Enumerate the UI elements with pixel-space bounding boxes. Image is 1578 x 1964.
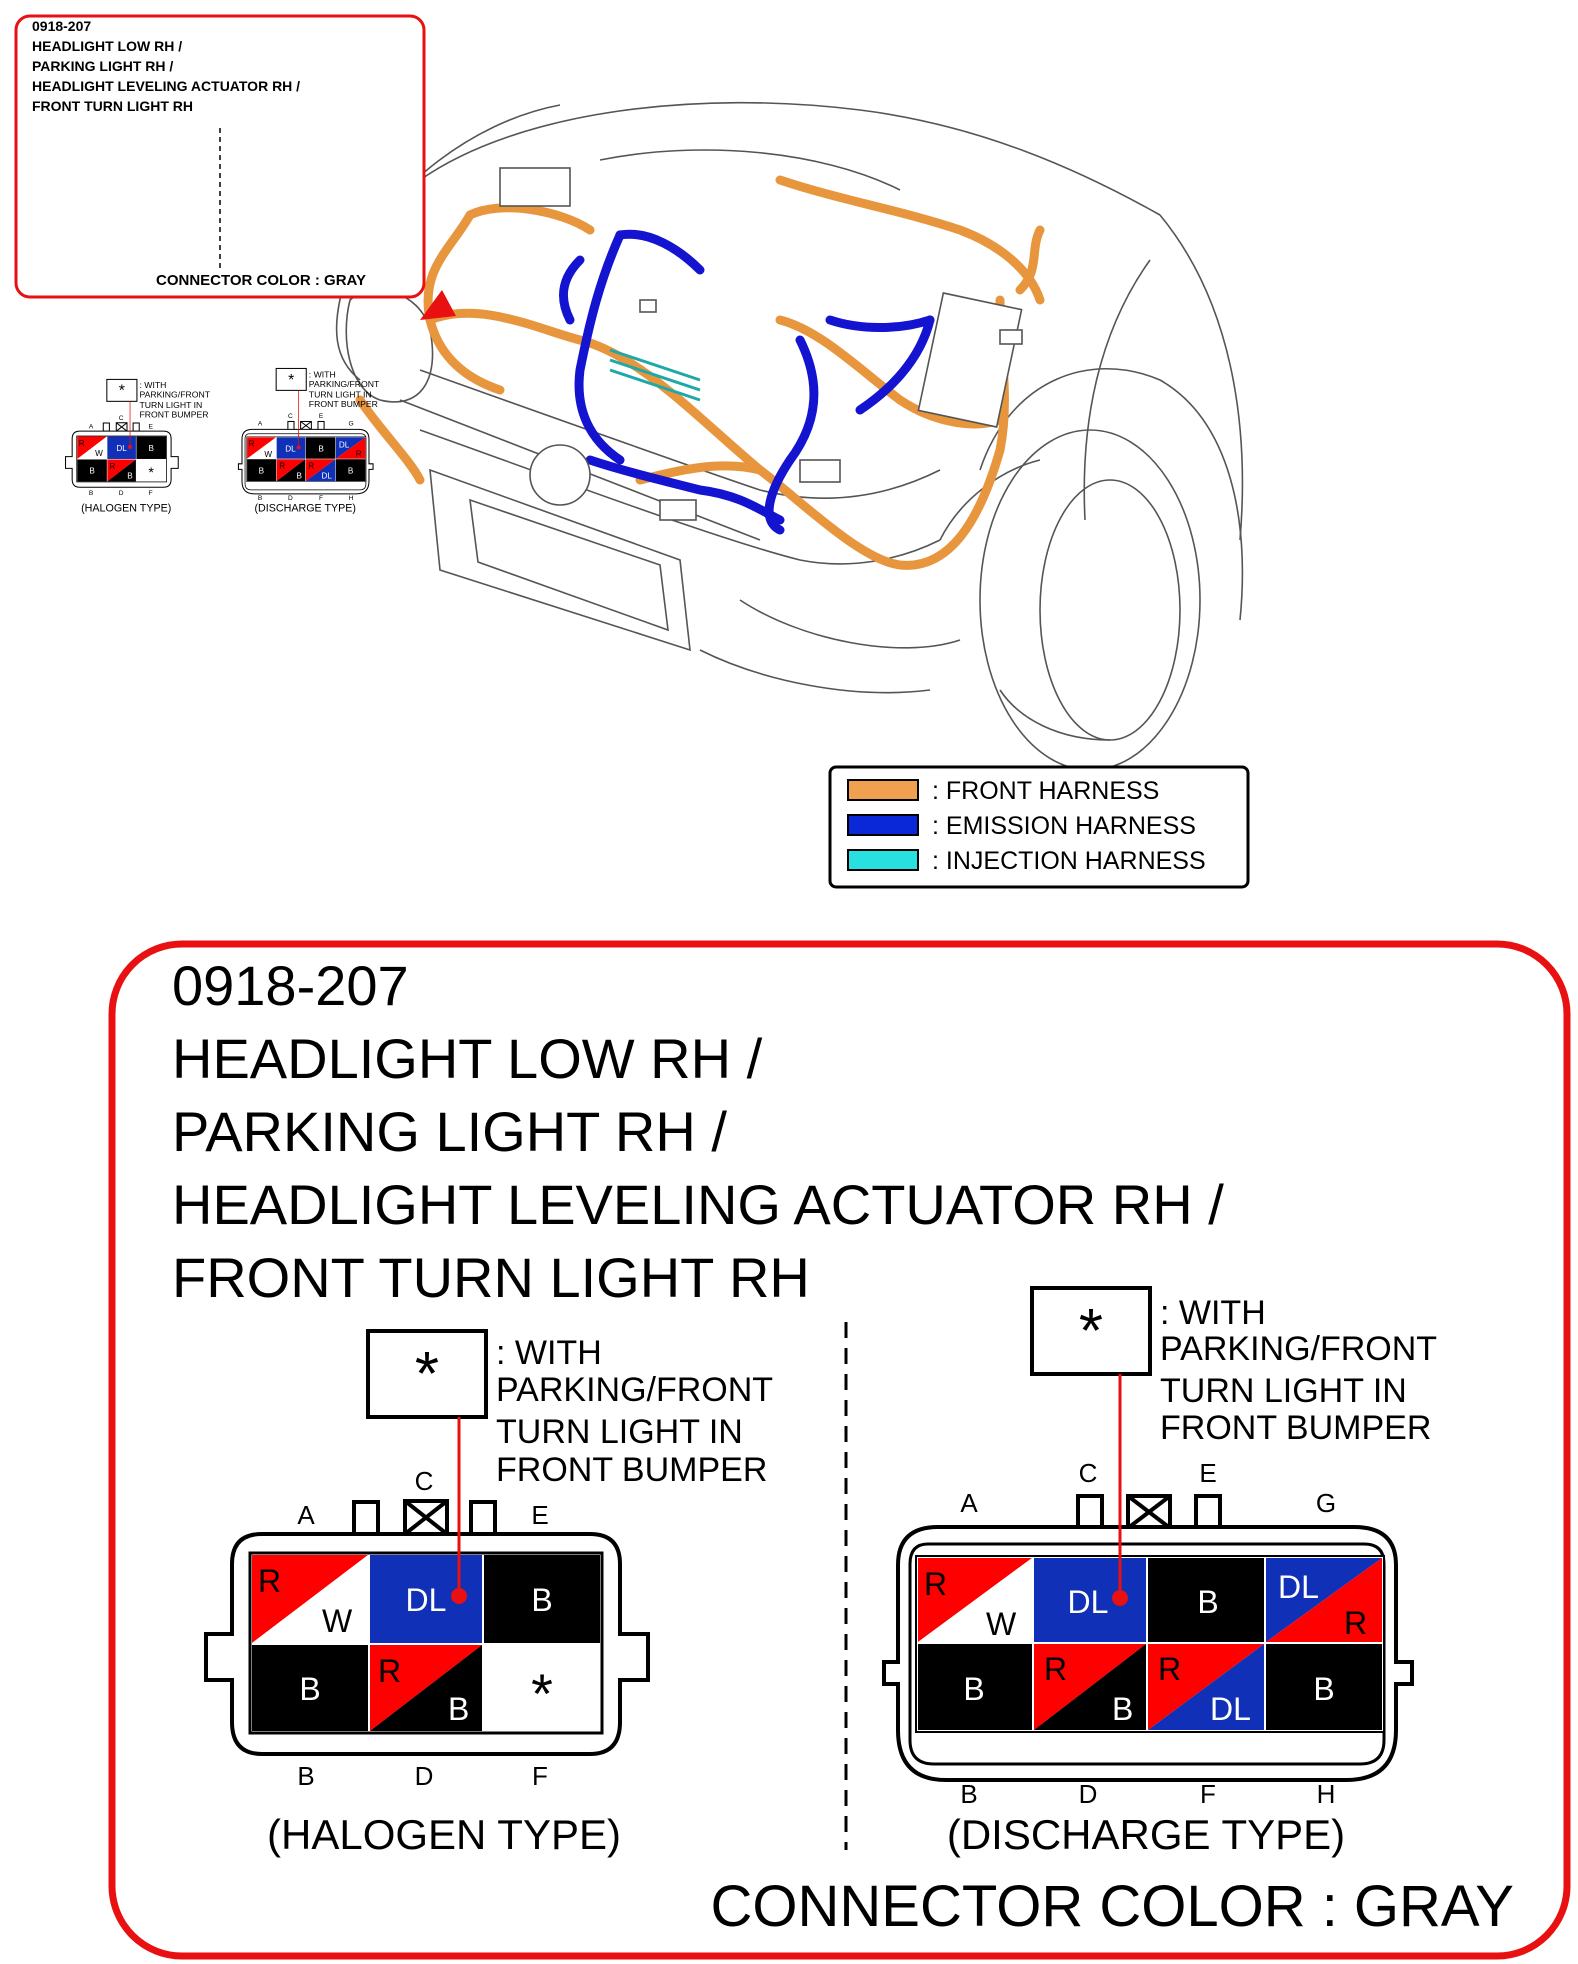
halogen-cell-d-stripe: B [448, 1691, 470, 1727]
discharge-cell-e-main: B [1197, 1584, 1219, 1620]
halogen-cell-d-main: R [378, 1653, 402, 1689]
pin-label-a: A [960, 1488, 978, 1518]
discharge-cell-d-main: R [1044, 1651, 1068, 1687]
halogen-cell-a-stripe: W [322, 1603, 353, 1639]
legend-injection-harness: : INJECTION HARNESS [932, 847, 1206, 875]
footnote-line-3: TURN LIGHT IN [1160, 1372, 1407, 1410]
pin-label-d: D [414, 1761, 434, 1791]
pin-label-c: C [1078, 1458, 1098, 1488]
legend-swatch-emission [848, 815, 918, 835]
inset-diagrams [66, 368, 381, 514]
inset-title-line-2: PARKING LIGHT RH / [32, 58, 174, 74]
pin-label-a: A [297, 1500, 315, 1530]
pin-label-e: E [531, 1500, 549, 1530]
pin-label-f: F [532, 1761, 548, 1791]
footnote-line-3: TURN LIGHT IN [496, 1413, 743, 1451]
footnote-line-4: FRONT BUMPER [1160, 1409, 1432, 1447]
car-illustration [337, 103, 1243, 770]
footnote-line-2: PARKING/FRONT [1160, 1330, 1438, 1368]
pin-label-b: B [297, 1761, 315, 1791]
legend-front-harness: : FRONT HARNESS [932, 777, 1160, 805]
discharge-cell-a-stripe: W [986, 1606, 1017, 1642]
inset-title-line-1: HEADLIGHT LOW RH / [32, 38, 183, 54]
legend-swatch-front [848, 780, 918, 800]
inset-code: 0918-207 [32, 18, 92, 34]
title-line-2: PARKING LIGHT RH / [172, 1100, 727, 1163]
connector-color-label: CONNECTOR COLOR : GRAY [710, 1874, 1514, 1939]
inset-connector-box [16, 16, 424, 514]
discharge-cell-c-main: DL [1067, 1584, 1109, 1620]
inset-title-line-4: FRONT TURN LIGHT RH [32, 98, 193, 114]
pin-label-g: G [1315, 1488, 1337, 1518]
halogen-cell-c-main: DL [405, 1582, 447, 1618]
pin-label-f: F [1200, 1779, 1216, 1809]
halogen-cell-f-main: * [531, 1662, 553, 1725]
discharge-cell-g-stripe: R [1344, 1605, 1368, 1641]
harness-legend [830, 767, 1248, 887]
title-line-1: HEADLIGHT LOW RH / [172, 1027, 763, 1090]
pin-label-b: B [960, 1779, 978, 1809]
pin-label-c: C [414, 1466, 434, 1496]
title-line-4: FRONT TURN LIGHT RH [172, 1246, 810, 1309]
connector-code: 0918-207 [172, 954, 409, 1017]
main-connector-box [112, 944, 1567, 1956]
asterisk-icon: * [1078, 1297, 1104, 1366]
title-line-3: HEADLIGHT LEVELING ACTUATOR RH / [172, 1173, 1224, 1236]
footnote-line-1: : WITH [1160, 1294, 1266, 1332]
inset-connector-color: CONNECTOR COLOR : GRAY [156, 272, 367, 289]
discharge-cell-d-stripe: B [1112, 1691, 1134, 1727]
halogen-cell-e-main: B [531, 1582, 553, 1618]
discharge-cell-f-stripe: DL [1210, 1691, 1251, 1727]
inset-title-line-3: HEADLIGHT LEVELING ACTUATOR RH / [32, 78, 301, 94]
halogen-type-label: (HALOGEN TYPE) [267, 1811, 621, 1858]
discharge-cell-b-main: B [963, 1671, 985, 1707]
halogen-cell-a-main: R [258, 1563, 282, 1599]
footnote-line-2: PARKING/FRONT [496, 1371, 774, 1409]
discharge-type-label: (DISCHARGE TYPE) [946, 1811, 1346, 1858]
pin-label-e: E [1199, 1458, 1217, 1488]
discharge-cell-h-main: B [1313, 1671, 1335, 1707]
footnote-line-1: : WITH [496, 1334, 602, 1372]
halogen-cell-b-main: B [299, 1671, 321, 1707]
discharge-cell-g-main: DL [1278, 1569, 1319, 1605]
discharge-cell-a-main: R [924, 1566, 948, 1602]
asterisk-icon: * [414, 1340, 440, 1409]
discharge-cell-f-main: R [1158, 1651, 1182, 1687]
legend-emission-harness: : EMISSION HARNESS [932, 812, 1196, 840]
pin-label-h: H [1316, 1779, 1336, 1809]
footnote-line-4: FRONT BUMPER [496, 1451, 768, 1489]
pin-label-d: D [1078, 1779, 1098, 1809]
legend-swatch-injection [848, 850, 918, 870]
